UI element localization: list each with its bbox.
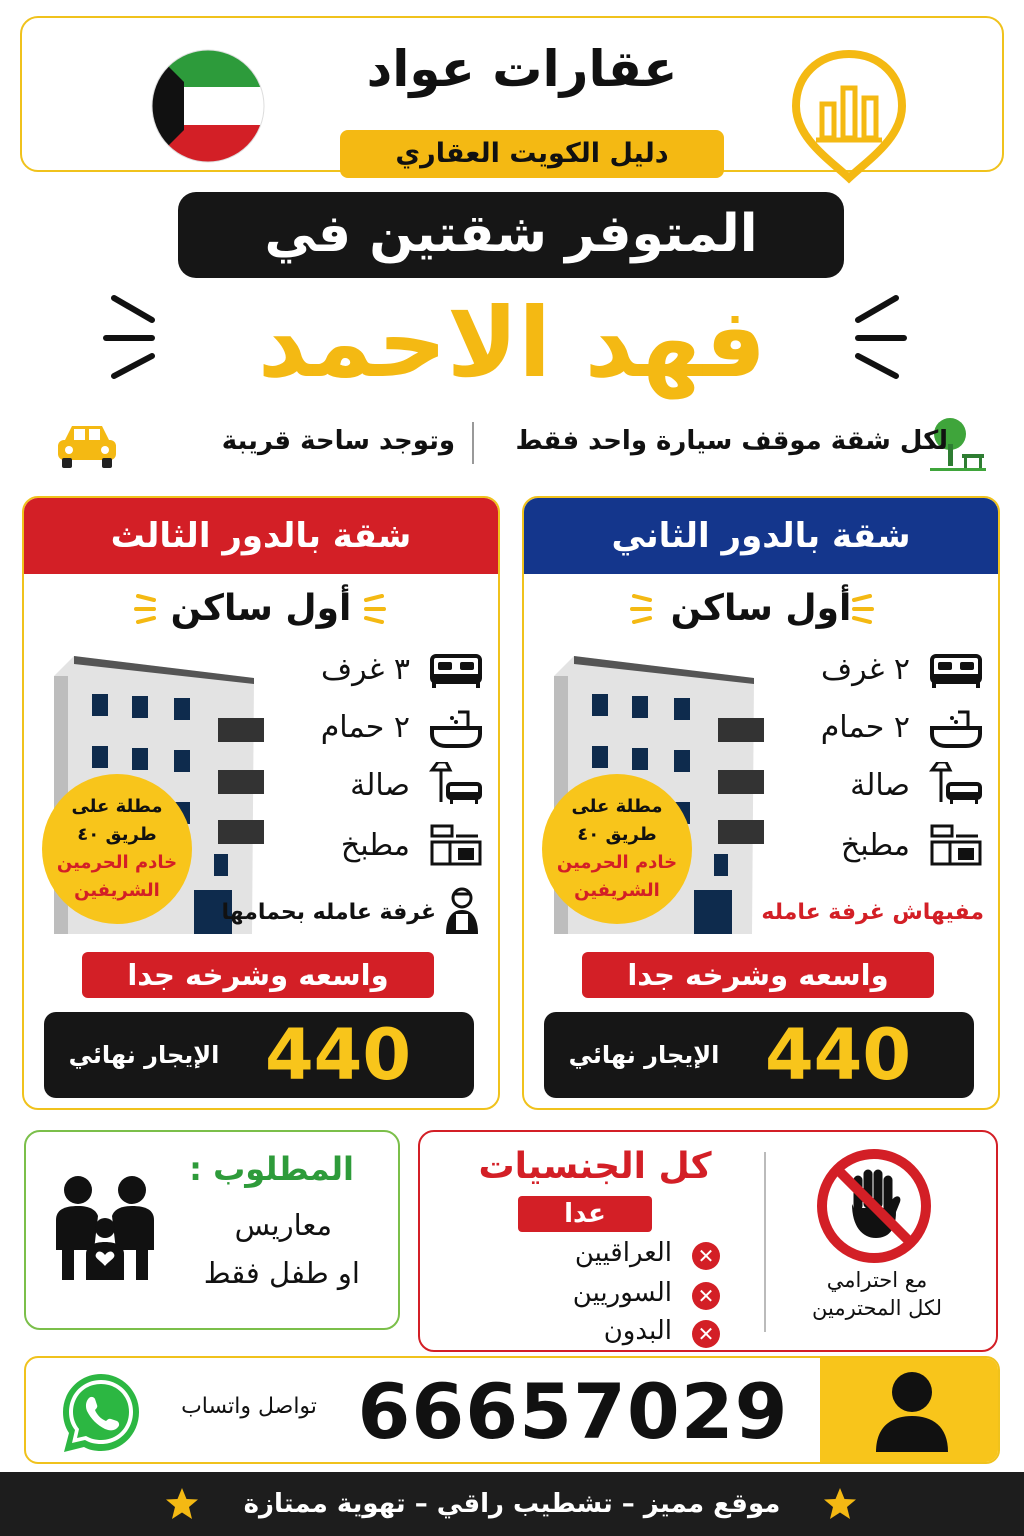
- whatsapp-label: تواصل واتساب: [181, 1394, 317, 1419]
- price-value: 440: [764, 1014, 912, 1096]
- feature-rooms: [224, 646, 494, 696]
- card-title: شقة بالدور الثاني: [524, 498, 998, 574]
- nearby-lot-text: وتوجد ساحة قريبة: [221, 426, 455, 456]
- seal-line: خادم الحرمين: [556, 852, 678, 873]
- feature-label: ٢ غرف: [820, 652, 910, 687]
- parking-info-row: [40, 414, 990, 474]
- district-name: فهد الاحمد: [257, 287, 767, 399]
- spark-icon: [132, 594, 158, 624]
- seal-line: الشريفين: [574, 880, 660, 901]
- parking-per-apartment: لكل شقة موقف سيارة واحد فقط: [515, 426, 948, 456]
- required-line: معاريس: [234, 1208, 332, 1242]
- family-icon: [46, 1170, 166, 1290]
- nationalities-title: كل الجنسيات: [478, 1146, 712, 1187]
- feature-baths: [724, 704, 994, 754]
- feature-label: ٢ حمام: [320, 710, 410, 745]
- feature-kitchen: [224, 822, 494, 872]
- apartment-card-third-floor: [22, 496, 500, 1110]
- x-icon: ✕: [692, 1242, 720, 1270]
- seal-line: الشريفين: [74, 880, 160, 901]
- excluded-nationality: [480, 1278, 720, 1314]
- kitchen-icon: [428, 822, 484, 868]
- feature-label: صالة: [350, 768, 410, 803]
- spark-icon: [850, 290, 910, 380]
- required-tenants-card: [24, 1130, 400, 1330]
- required-title: المطلوب :: [189, 1150, 354, 1188]
- x-icon: ✕: [692, 1282, 720, 1310]
- footer-features: موقع مميز – تشطيب راقي – تهوية ممتازة: [243, 1489, 781, 1519]
- first-tenant: أول ساكن: [170, 588, 352, 629]
- nationality-label: العراقيين: [574, 1238, 672, 1268]
- map-pin-building-logo: [790, 48, 908, 184]
- header-panel: [20, 16, 1004, 172]
- price-label: الإيجار نهائي: [568, 1041, 720, 1069]
- bathtub-icon: [428, 704, 484, 750]
- sofa-lamp-icon: [928, 762, 984, 808]
- stop-hand-icon: [814, 1146, 934, 1266]
- price-box: [544, 1012, 974, 1098]
- car-icon: [54, 420, 120, 470]
- feature-rooms: [724, 646, 994, 696]
- star-icon: [164, 1486, 200, 1522]
- seal-line: خادم الحرمين: [56, 852, 178, 873]
- brand-subtitle: دليل الكويت العقاري: [340, 130, 724, 178]
- x-icon: ✕: [692, 1320, 720, 1348]
- star-icon: [822, 1486, 858, 1522]
- apartment-card-second-floor: [522, 496, 1000, 1110]
- except-tag: عدا: [518, 1196, 652, 1232]
- first-tenant: أول ساكن: [670, 588, 852, 629]
- feature-hall: [724, 762, 994, 812]
- price-value: 440: [264, 1014, 412, 1096]
- headline-banner: المتوفر شقتين في: [178, 192, 844, 278]
- feature-label: صالة: [850, 768, 910, 803]
- person-icon: [872, 1370, 952, 1452]
- feature-label: ٣ غرف: [320, 652, 410, 687]
- card-title: شقة بالدور الثالث: [24, 498, 498, 574]
- bed-icon: [428, 646, 484, 692]
- price-label: الإيجار نهائي: [68, 1041, 220, 1069]
- spark-icon: [628, 594, 654, 624]
- no-maid-room-note: مفيهاش غرفة عامله: [761, 900, 984, 925]
- road-view-seal: [542, 774, 692, 924]
- brand-title: عقارات عواد: [366, 40, 678, 98]
- feature-label: مطبخ: [340, 828, 410, 863]
- seal-line: طريق ٤٠: [577, 824, 657, 845]
- sofa-lamp-icon: [428, 762, 484, 808]
- road-view-seal: [42, 774, 192, 924]
- nationalities-card: [418, 1130, 998, 1352]
- feature-kitchen: [724, 822, 994, 872]
- feature-baths: [224, 704, 494, 754]
- spacious-banner: واسعه وشرخه جدا: [82, 952, 434, 998]
- seal-line: مطلة على: [571, 796, 663, 817]
- required-line: او طفل فقط: [203, 1256, 360, 1290]
- nationality-label: السوريين: [572, 1278, 672, 1308]
- feature-label: مطبخ: [840, 828, 910, 863]
- contact-bar: [24, 1356, 1000, 1464]
- feature-label: ٢ حمام: [820, 710, 910, 745]
- phone-number[interactable]: 66657029: [357, 1367, 789, 1456]
- maid-room-note: غرفة عامله بحمامها: [221, 900, 436, 925]
- footer-bar: [0, 1472, 1024, 1536]
- divider: [764, 1152, 766, 1332]
- maid-icon: [440, 886, 484, 936]
- bed-icon: [928, 646, 984, 692]
- bathtub-icon: [928, 704, 984, 750]
- divider: [472, 422, 474, 464]
- respect-line: لكل المحترمين: [812, 1296, 942, 1320]
- spacious-banner: واسعه وشرخه جدا: [582, 952, 934, 998]
- seal-line: مطلة على: [71, 796, 163, 817]
- feature-hall: [224, 762, 494, 812]
- excluded-nationality: [480, 1316, 720, 1352]
- excluded-nationality: [480, 1238, 720, 1274]
- whatsapp-icon[interactable]: [56, 1368, 146, 1458]
- respect-line: مع احترامي: [826, 1268, 928, 1292]
- seal-line: طريق ٤٠: [77, 824, 157, 845]
- kuwait-flag-icon: [150, 48, 266, 164]
- price-box: [44, 1012, 474, 1098]
- kitchen-icon: [928, 822, 984, 868]
- nationality-label: البدون: [603, 1316, 672, 1346]
